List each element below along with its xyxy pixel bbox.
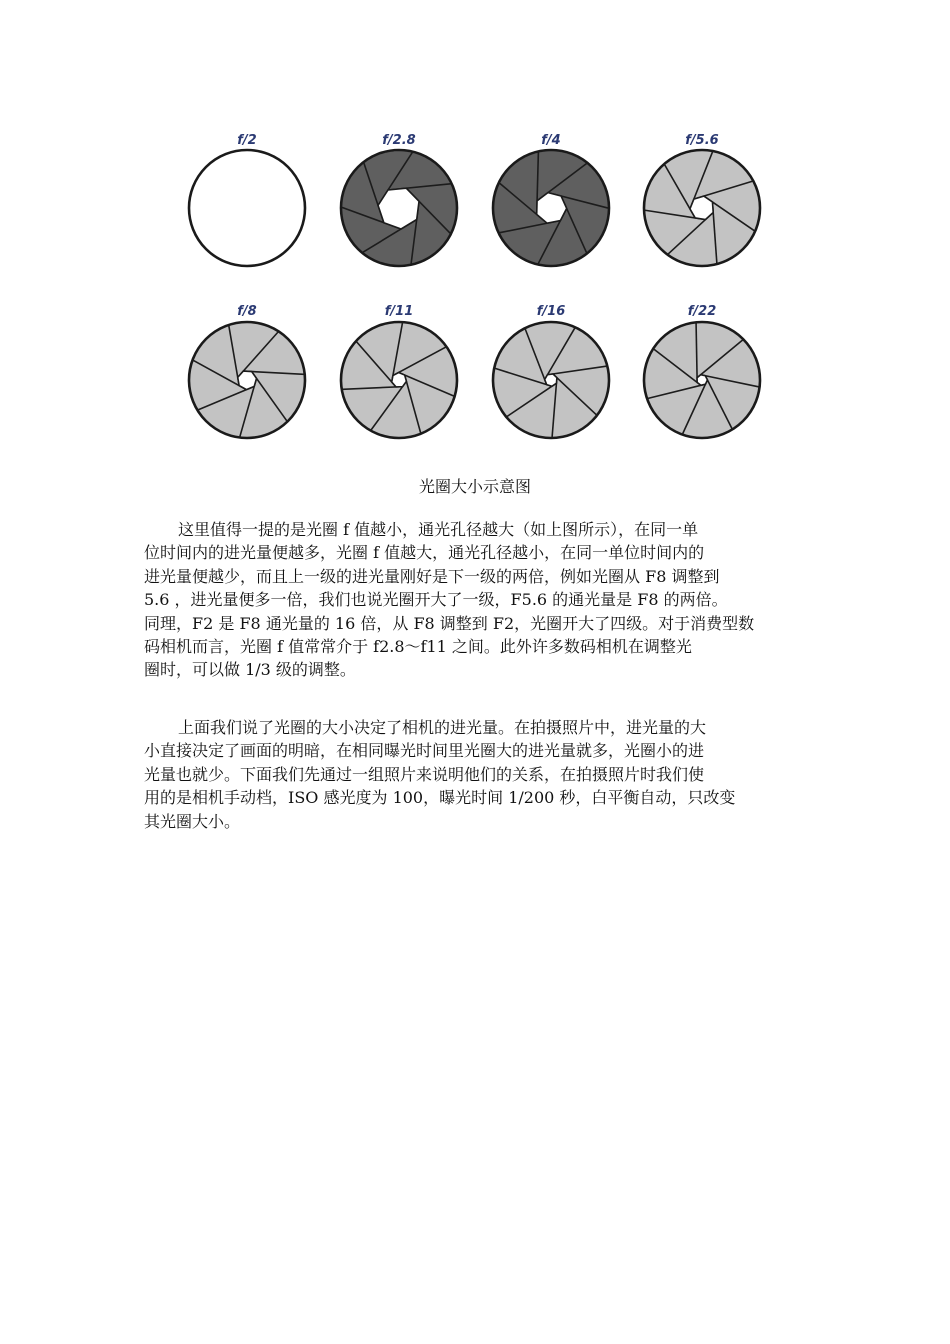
paragraph-line: 这里值得一提的是光圈 f 值越小，通光孔径越大（如上图所示），在同一单 (178, 520, 699, 539)
paragraph-line: 小直接决定了画面的明暗，在相同曝光时间里光圈大的进光量就多，光圈小的进 (144, 741, 705, 761)
paragraph-2 (144, 716, 810, 833)
aperture-f-2_8 (341, 133, 457, 266)
paragraph-line: 进光量便越少，而且上一级的进光量刚好是下一级的两倍，例如光圈从 F8 调整到 (144, 566, 720, 586)
aperture-f-2 (189, 133, 305, 266)
aperture-f-8 (189, 304, 305, 438)
f-stop-label: f/16 (536, 304, 566, 319)
lens-ring (189, 150, 305, 266)
paragraph-line: 码相机而言，光圈 f 值常常介于 f2.8～f11 之间。此外许多数码相机在调整光 (144, 637, 692, 657)
aperture-opening (690, 196, 713, 219)
f-stop-label: f/11 (384, 304, 414, 319)
paragraph-line: 同理，F2 是 F8 通光量的 16 倍，从 F8 调整到 F2，光圈开大了四级。对于消费型数 (144, 613, 755, 633)
aperture-f-5_6 (644, 133, 760, 266)
f-stop-label: f/8 (237, 304, 257, 319)
blade-edge (696, 323, 697, 382)
aperture-f-16 (493, 304, 609, 438)
aperture-f-11 (341, 304, 457, 438)
f-stop-label: f/2.8 (382, 133, 416, 148)
f-stop-label: f/2 (237, 133, 257, 148)
paragraph-line: 用的是相机手动档，ISO 感光度为 100，曝光时间 1/200 秒，白平衡自动，只改变 (144, 788, 736, 808)
aperture-diagram (175, 118, 775, 450)
aperture-opening (545, 374, 557, 386)
paragraph-line: 5.6 ，进光量便多一倍，我们也说光圈开大了一级，F5.6 的通光量是 F8 的两倍。 (144, 590, 728, 610)
f-stop-label: f/5.6 (685, 133, 719, 148)
aperture-opening (238, 371, 257, 390)
figure-caption: 光圈大小示意图 (418, 477, 531, 496)
aperture-opening (537, 193, 567, 224)
f-stop-label: f/4 (541, 133, 561, 148)
aperture-f-22 (644, 304, 760, 438)
paragraph-line: 光量也就少。下面我们先通过一组照片来说明他们的关系，在拍摄照片时我们使 (144, 764, 705, 784)
aperture-opening (392, 372, 407, 386)
aperture-f-4 (493, 133, 609, 266)
aperture-opening (697, 375, 707, 386)
paragraph-line: 位时间内的进光量便越多，光圈 f 值越大，通光孔径越小，在同一单位时间内的 (144, 543, 705, 563)
paragraph-1 (144, 518, 810, 682)
f-stop-label: f/22 (687, 304, 717, 319)
paragraph-line: 其光圈大小。 (144, 811, 241, 831)
paragraph-line: 圈时，可以做 1/3 级的调整。 (144, 660, 356, 680)
paragraph-line: 上面我们说了光圈的大小决定了相机的进光量。在拍摄照片中，进光量的大 (178, 718, 707, 737)
